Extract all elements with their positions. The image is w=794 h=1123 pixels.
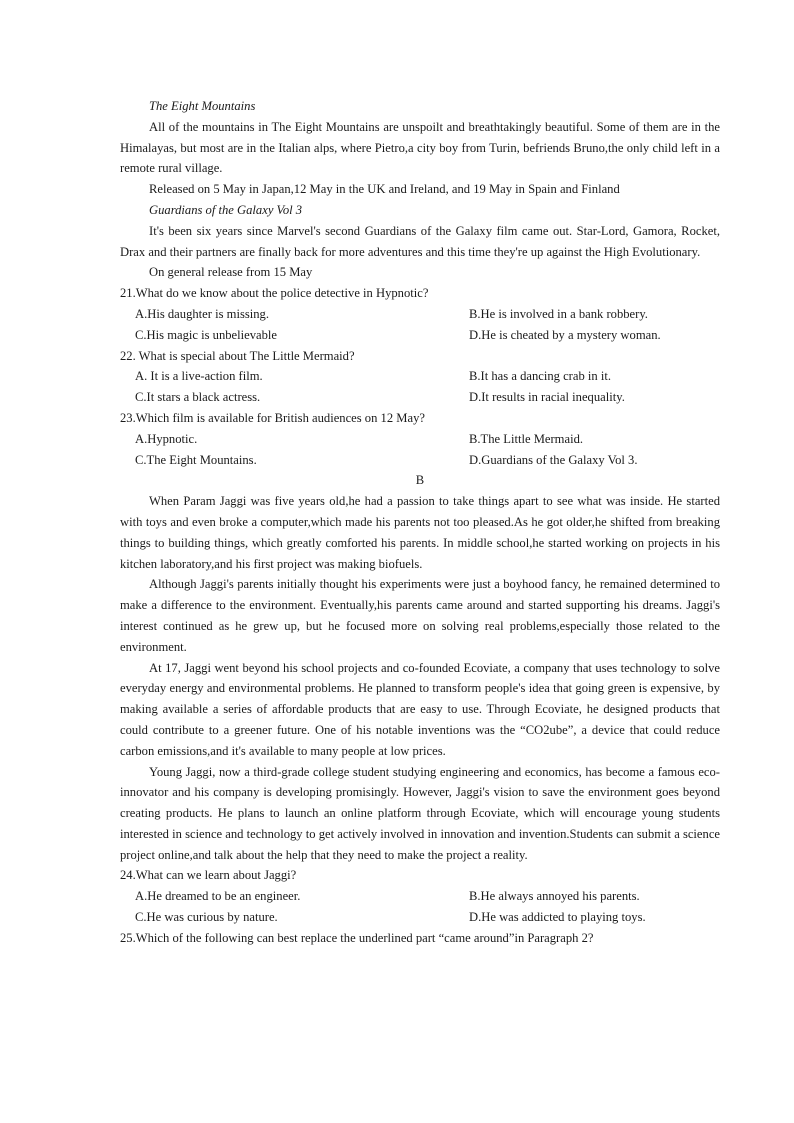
option-c: C.The Eight Mountains. (135, 452, 257, 467)
option-c: C.He was curious by nature. (135, 910, 278, 925)
passage-paragraph-3: At 17, Jaggi went beyond his school projects and co-founded Ecoviate, a company that uses technology to solve everyday energy and environmental problems. He planned to transform people's idea that going green is expensive, by making available a series of affordable products that are easy to use. Through Ecoviate, he designed products that could contribute to a greener future. One of his notable inventions was the “CO2ube”, a device that could reduce carbon emissions,and it's available to many people at low prices. (120, 660, 720, 758)
option-c: C.It stars a black actress. (135, 390, 261, 405)
option-c: C.His magic is unbelievable (135, 327, 277, 342)
question-stem: 23.Which film is available for British audiences on 12 May? (120, 410, 425, 425)
question-stem: 25.Which of the following can best replace the underlined part “came around”in Paragraph 2? (120, 930, 594, 945)
question-25 (120, 928, 720, 949)
option-d: D.It results in racial inequality. (469, 390, 625, 405)
question-stem: 22. What is special about The Little Mermaid? (120, 348, 355, 363)
passage-paragraph-1: When Param Jaggi was five years old,he had a passion to take things apart to see what was inside. He started with toys and even broke a computer,which made his parents not too pleased.As he got older,he shifted from breaking things to building things, which greatly comforted his parents. In middle school,he started working on projects in his kitchen laboratory,and his first project was making biofuels. (120, 494, 720, 571)
film-title-eight-mountains: The Eight Mountains (149, 99, 256, 113)
passage-paragraph-4: Young Jaggi, now a third-grade college student studying engineering and economics, has become a famous eco-innovator and his company is developing promisingly. However, Jaggi's vision to save the environment goes beyond creating products. He plans to launch an online platform through Ecoviate, which will encourage young students interested in science and technology to get actively involved in innovation and invention.Students can submit a science project online,and talk about the help that they need to make the project a reality. (120, 764, 720, 862)
question-stem: 24.What can we learn about Jaggi? (120, 868, 297, 883)
film-title-guardians: Guardians of the Galaxy Vol 3 (149, 202, 303, 217)
option-a: A.Hypnotic. (135, 431, 198, 446)
option-b: B.He is involved in a bank robbery. (469, 306, 648, 321)
option-d: D.Guardians of the Galaxy Vol 3. (469, 452, 638, 467)
film-description-eight-mountains: All of the mountains in The Eight Mountains are unspoilt and breathtakingly beautiful. Some of them are in the Himalayas, but most are in the Italian alps, where Pietro,a city boy from Turin, befriends Bruno,the only child left in a remote rural village. (120, 119, 720, 176)
option-d: D.He was addicted to playing toys. (469, 910, 646, 925)
section-b-heading: B (415, 473, 425, 488)
film-release-eight-mountains: Released on 5 May in Japan,12 May in the UK and Ireland, and 19 May in Spain and Finland (149, 182, 620, 197)
question-24 (120, 865, 720, 927)
option-d: D.He is cheated by a mystery woman. (469, 327, 661, 342)
option-a: A.He dreamed to be an engineer. (135, 889, 301, 904)
option-b: B.He always annoyed his parents. (469, 889, 640, 904)
question-21 (120, 283, 720, 345)
option-a: A.His daughter is missing. (135, 306, 269, 321)
question-stem: 21.What do we know about the police detective in Hypnotic? (120, 286, 429, 301)
question-23 (120, 408, 720, 470)
film-release-guardians: On general release from 15 May (149, 265, 313, 280)
question-22 (120, 346, 720, 408)
option-a: A. It is a live-action film. (135, 369, 263, 384)
option-b: B.The Little Mermaid. (469, 431, 584, 446)
passage-paragraph-2: Although Jaggi's parents initially thought his experiments were just a boyhood fancy, he remained determined to make a difference to the environment. Eventually,his parents came around and started supporting his dreams. Jaggi's interest continued as he grew up, but he focused more on solving real problems,especially those related to the environment. (120, 577, 720, 654)
film-description-guardians: It's been six years since Marvel's second Guardians of the Galaxy film came out. Star-Lord, Gamora, Rocket, Drax and their partners are finally back for more adventures and this time they're up against the High Evolutionary. (120, 223, 720, 259)
option-b: B.It has a dancing crab in it. (469, 369, 611, 384)
document-page (120, 96, 720, 949)
